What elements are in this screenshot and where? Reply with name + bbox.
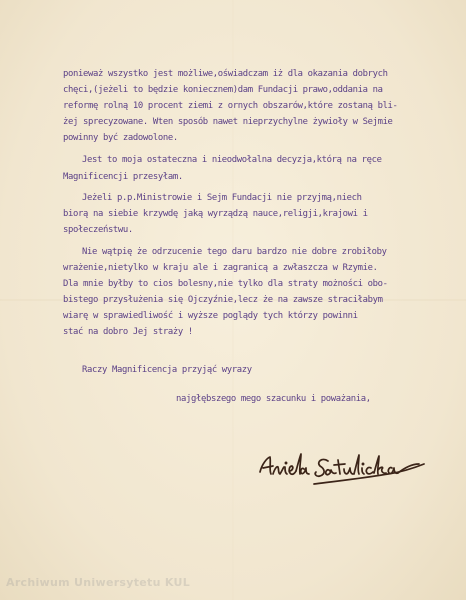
letter-line: Magnificencji przesyłam. [63,172,183,182]
letter-line: bistego przysłużenia się Ojczyźnie,lecz że na zawsze straciłabym [63,295,383,305]
closing-line: Raczy Magnificencja przyjąć wyrazy [82,365,252,375]
watermark-text: Archiwum Uniwersytetu KUL [6,576,191,589]
letter-line: reformę rolną 10 procent ziemi z ornych obszarów,które zostaną bli- [63,101,398,111]
letter-line: ponieważ wszystko jest możliwe,oświadczam iż dla okazania dobrych [63,69,388,79]
letter-line: chęci,(jeżeli to będzie koniecznem)dam Fundacji prawo,oddania na [63,85,383,95]
letter-line: biorą na siebie krzywdę jaką wyrządzą nauce,religji,krajowi i [63,209,368,219]
letter-line: powinny być zadowolone. [63,133,178,143]
closing-line: najgłębszego mego szacunku i poważania, [176,394,371,404]
letter-line: wiarę w sprawiedliwość i wyższe poglądy tych którzy powinni [63,311,358,321]
letter-line: społeczeństwu. [63,225,133,235]
letter-line: wrażenie,nietylko w kraju ale i zagranicą a zwłaszcza w Rzymie. [63,263,378,273]
letter-line: Jest to moja ostateczna i nieodwołalna decyzja,którą na ręce [82,155,382,165]
letter-line: stać na dobro Jej straży ! [63,327,193,337]
letter-line: Nie wątpię że odrzucenie tego daru bardzo nie dobre zrobiłoby [82,247,387,257]
letter-line: Jeżeli p.p.Ministrowie i Sejm Fundacji nie przyjmą,niech [82,193,362,203]
letter-line: żej sprecyzowane. Wten sposób nawet nieprzychylne żywioły w Sejmie [63,117,393,127]
letter-line: Dla mnie byłby to cios bolesny,nie tylko dla straty możności obo- [63,279,388,289]
handwritten-signature [256,444,436,502]
archive-watermark [6,576,190,589]
